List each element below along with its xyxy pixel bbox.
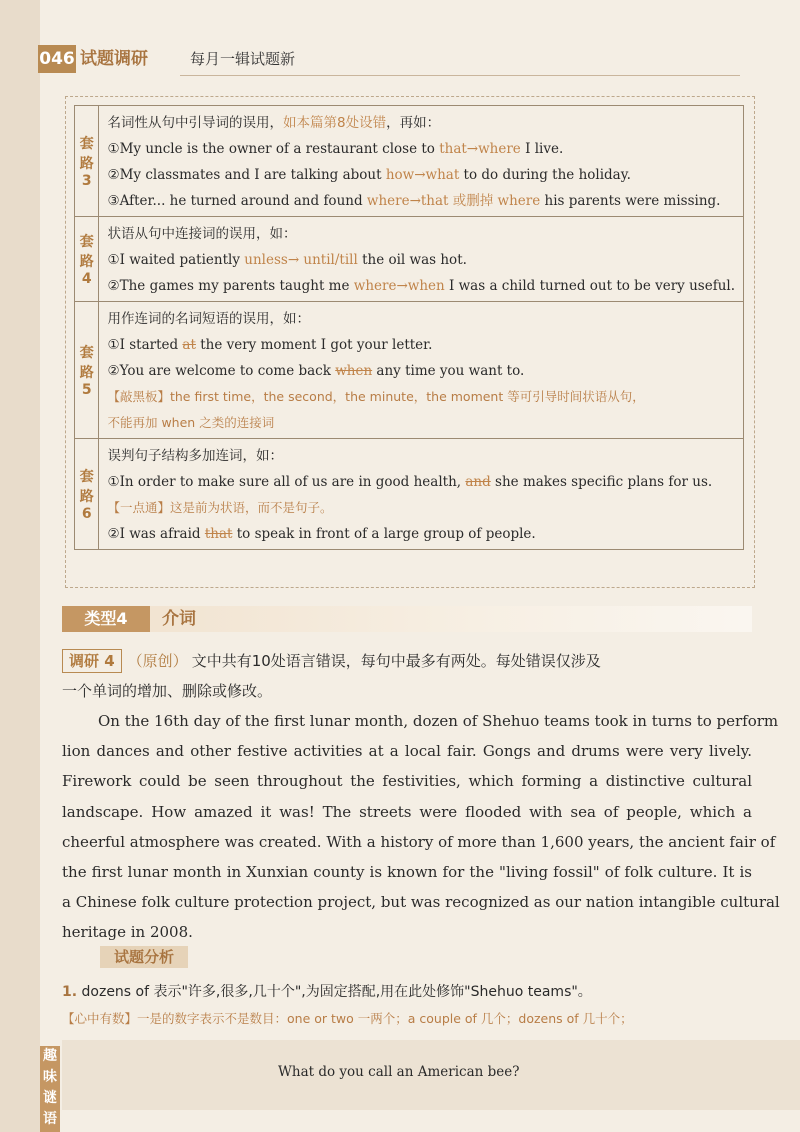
passage-line: cheerful atmosphere was created. With a history of more than 1,600 years, the ancient fair of: [62, 832, 776, 851]
teacher-note: 不能再加 when 之类的连接词: [107, 415, 275, 430]
strategy-row: [75, 217, 744, 302]
line-text: ②The games my parents taught me: [107, 278, 354, 294]
line-text: ②My classmates and I are talking about: [107, 167, 386, 183]
strategy-line: [107, 495, 735, 521]
deleted-word: that: [204, 526, 233, 542]
strategy-line: [107, 332, 735, 358]
strategy-label: 套路6: [75, 439, 99, 550]
type-name: 介词: [162, 609, 196, 629]
strategy-line: [107, 162, 735, 188]
section-subtitle: 每月一辑试题新: [190, 50, 296, 68]
exercise-origin: （原创）: [127, 652, 188, 670]
line-text: ①I waited patiently: [107, 252, 245, 268]
strategy-line: [107, 247, 735, 273]
strategy-line: [107, 469, 735, 495]
strategy-line: [107, 188, 735, 214]
correction: how→what: [385, 167, 460, 183]
correction: 如本篇第8处设错: [282, 115, 387, 131]
passage-line: a Chinese folk culture protection project, but was recognized as our nation intangible cultural: [62, 893, 780, 912]
page-header: [0, 45, 800, 77]
analysis-item-text: dozens of 表示"许多,很多,几十个",为固定搭配,用在此处修饰"Shehuo teams"。: [81, 984, 592, 1000]
strategy-line: [107, 136, 735, 162]
passage-line: the first lunar month in Xunxian county is known for the "living fossil" of folk culture. It is: [62, 863, 752, 882]
page-number: 046: [38, 45, 76, 73]
strategy-content: [99, 217, 744, 302]
analysis-note: 【心中有数】一是的数字表示不是数目：one or two 一两个；a couple of 几个；dozens of 几十个；: [62, 1011, 633, 1026]
analysis-tag: 试题分析: [100, 946, 188, 968]
correction: that→where: [439, 141, 521, 157]
line-text: to speak in front of a large group of people.: [232, 526, 536, 542]
correction: unless→ until/till: [244, 252, 358, 268]
line-text: she makes specific plans for us.: [490, 474, 713, 490]
strategy-table-frame: [65, 96, 755, 588]
strategy-line: [107, 110, 735, 136]
deleted-word: at: [182, 337, 196, 353]
left-margin-band: [0, 0, 40, 1132]
instruction-line-1: 文中共有10处语言错误，每句中最多有两处。每处错误仅涉及: [191, 652, 601, 670]
line-text: I was a child turned out to be very useful.: [444, 278, 735, 294]
strategy-label: 套路4: [75, 217, 99, 302]
line-text: to do during the holiday.: [459, 167, 631, 183]
deleted-word: when: [335, 363, 373, 379]
strategy-content: [99, 439, 744, 550]
fun-tag: 趣味谜语: [40, 1046, 60, 1132]
passage-line: heritage in 2008.: [62, 923, 193, 942]
strategy-table: [74, 105, 744, 550]
line-text: ②I was afraid: [107, 526, 205, 542]
strategy-line: [107, 273, 735, 299]
section-title: 试题调研: [80, 49, 148, 69]
type-tag: 类型4: [62, 606, 150, 632]
line-text: ③After... he turned around and found: [107, 193, 367, 209]
strategy-line: [107, 443, 735, 469]
riddle-question: What do you call an American bee?: [278, 1064, 520, 1080]
strategy-line: [107, 358, 735, 384]
passage-line: Firework could be seen throughout the festivities, which forming a distinctive cultural: [62, 772, 752, 791]
passage-line: On the 16th day of the first lunar month, dozen of Shehuo teams took in turns to perform: [98, 712, 779, 730]
strategy-row: [75, 439, 744, 550]
passage-line: lion dances and other festive activities at a local fair. Gongs and drums were very lively.: [62, 742, 752, 761]
line-text: ①I started: [107, 337, 183, 353]
strategy-content: [99, 106, 744, 217]
analysis-item-number: 1.: [62, 984, 78, 1000]
strategy-row: [75, 302, 744, 439]
line-text: 用作连词的名词短语的误用，如：: [107, 311, 310, 327]
exercise-label: 调研 4: [62, 649, 122, 673]
exercise-instructions: [62, 646, 752, 706]
strategy-label: 套路5: [75, 302, 99, 439]
passage: [62, 706, 780, 948]
instruction-line-2: 一个单词的增加、删除或修改。: [62, 682, 273, 700]
strategy-line: [107, 521, 735, 547]
strategy-line: [107, 306, 735, 332]
line-text: ①In order to make sure all of us are in good health,: [107, 474, 466, 490]
teacher-note: 【敲黑板】the first time，the second，the minute，the moment 等可引导时间状语从句，: [107, 389, 645, 404]
line-text: any time you want to.: [372, 363, 525, 379]
line-text: the oil was hot.: [357, 252, 467, 268]
deleted-word: and: [465, 474, 491, 490]
line-text: I live.: [520, 141, 564, 157]
line-text: 状语从句中连接词的误用，如：: [107, 226, 297, 242]
analysis-item-1: [62, 980, 592, 1004]
strategy-line: [107, 410, 735, 436]
line-text: 名词性从句中引导词的误用，: [107, 115, 283, 131]
strategy-line: [107, 384, 735, 410]
strategy-label: 套路3: [75, 106, 99, 217]
line-text: ①My uncle is the owner of a restaurant close to: [107, 141, 440, 157]
strategy-row: [75, 106, 744, 217]
passage-line: landscape. How amazed it was! The streets were flooded with sea of people, which a: [62, 802, 752, 821]
line-text: ②You are welcome to come back: [107, 363, 336, 379]
strategy-line: [107, 221, 735, 247]
line-text: ，再如：: [386, 115, 441, 131]
teacher-note: 【一点通】这是前为状语，而不是句子。: [107, 500, 333, 515]
strategy-content: [99, 302, 744, 439]
header-rule: [180, 75, 740, 76]
line-text: 误判句子结构多加连词，如：: [107, 448, 283, 464]
line-text: his parents were missing.: [540, 193, 721, 209]
correction: where→when: [353, 278, 445, 294]
line-text: the very moment I got your letter.: [195, 337, 433, 353]
correction: where→that 或删掉 where: [366, 193, 541, 209]
